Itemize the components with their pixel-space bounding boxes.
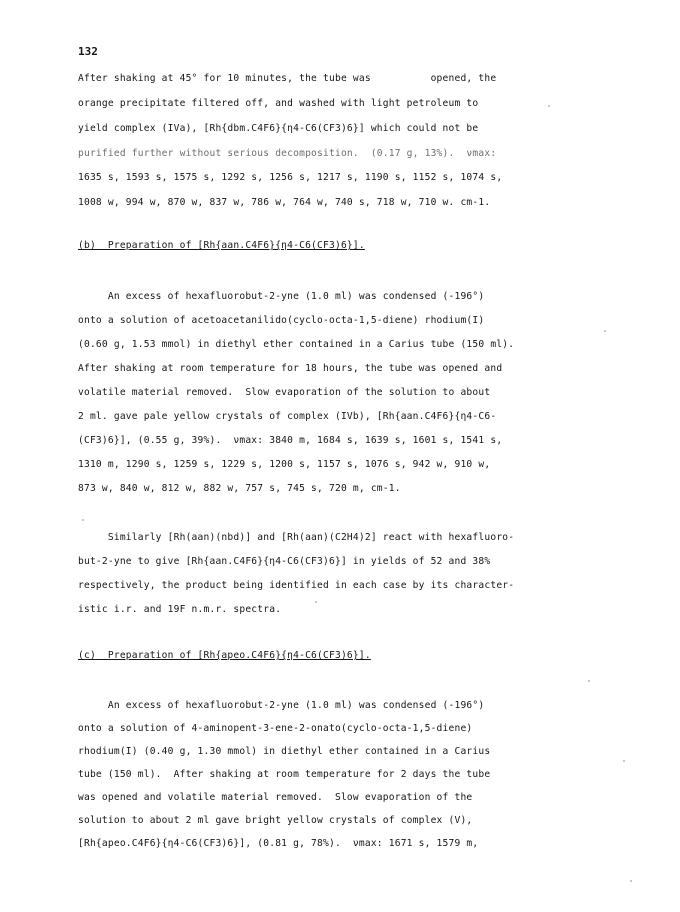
section-heading-b: (b) Preparation of [Rh{aan.C4F6}{η4-C6(CF3)6}]. — [78, 240, 365, 251]
text-line: but-2-yne to give [Rh{aan.C4F6}{η4-C6(CF3)6}] in yields of 52 and 38% — [78, 556, 491, 567]
text-line: 1635 s, 1593 s, 1575 s, 1292 s, 1256 s, 1217 s, 1190 s, 1152 s, 1074 s, — [78, 172, 503, 183]
section-heading-c: (c) Preparation of [Rh{apeo.C4F6}{η4-C6(CF3)6}]. — [78, 650, 371, 661]
text-line: solution to about 2 ml gave bright yellow crystals of complex (V), — [78, 815, 473, 826]
scan-speck — [588, 680, 590, 682]
text-line: respectively, the product being identified in each case by its character- — [78, 580, 515, 591]
text-line: was opened and volatile material removed. Slow evaporation of the — [78, 792, 473, 803]
text-line: (0.60 g, 1.53 mmol) in diethyl ether contained in a Carius tube (150 ml). — [78, 339, 515, 350]
scan-speck — [315, 601, 317, 603]
text-line: 1310 m, 1290 s, 1259 s, 1229 s, 1200 s, 1157 s, 1076 s, 942 w, 910 w, — [78, 459, 491, 470]
scan-speck — [82, 519, 84, 521]
scan-speck — [623, 760, 625, 762]
scan-speck — [630, 880, 632, 882]
text-line: onto a solution of 4-aminopent-3-ene-2-onato(cyclo-octa-1,5-diene) — [78, 723, 473, 734]
text-line: Similarly [Rh(aan)(nbd)] and [Rh(aan)(C2H4)2] react with hexafluoro- — [78, 532, 515, 543]
text-line: orange precipitate filtered off, and washed with light petroleum to — [78, 98, 479, 109]
text-line: (CF3)6}], (0.55 g, 39%). νmax: 3840 m, 1684 s, 1639 s, 1601 s, 1541 s, — [78, 435, 503, 446]
text-line: tube (150 ml). After shaking at room temperature for 2 days the tube — [78, 769, 491, 780]
text-line: After shaking at 45° for 10 minutes, the tube was opened, the — [78, 73, 497, 84]
page-number: 132 — [78, 45, 98, 58]
text-line: onto a solution of acetoacetanilido(cyclo-octa-1,5-diene) rhodium(I) — [78, 315, 485, 326]
text-line: rhodium(I) (0.40 g, 1.30 mmol) in diethyl ether contained in a Carius — [78, 746, 491, 757]
text-line: An excess of hexafluorobut-2-yne (1.0 ml) was condensed (-196°) — [78, 700, 485, 711]
text-line: volatile material removed. Slow evaporation of the solution to about — [78, 387, 491, 398]
text-line: 873 w, 840 w, 812 w, 882 w, 757 s, 745 s, 720 m, cm-1. — [78, 483, 401, 494]
text-line: 1008 w, 994 w, 870 w, 837 w, 786 w, 764 w, 740 s, 718 w, 710 w. cm-1. — [78, 197, 491, 208]
text-line: After shaking at room temperature for 18 hours, the tube was opened and — [78, 363, 503, 374]
text-line: purified further without serious decomposition. (0.17 g, 13%). νmax: — [78, 148, 497, 159]
scan-speck — [604, 330, 606, 332]
scan-speck — [548, 105, 550, 107]
text-line: [Rh{apeo.C4F6}{η4-C6(CF3)6}], (0.81 g, 78%). νmax: 1671 s, 1579 m, — [78, 838, 479, 849]
text-line: 2 ml. gave pale yellow crystals of complex (IVb), [Rh{aan.C4F6}{η4-C6- — [78, 411, 497, 422]
text-line: yield complex (IVa), [Rh{dbm.C4F6}{η4-C6(CF3)6}] which could not be — [78, 123, 479, 134]
text-line: An excess of hexafluorobut-2-yne (1.0 ml) was condensed (-196°) — [78, 291, 485, 302]
text-line: istic i.r. and 19F n.m.r. spectra. — [78, 604, 282, 615]
